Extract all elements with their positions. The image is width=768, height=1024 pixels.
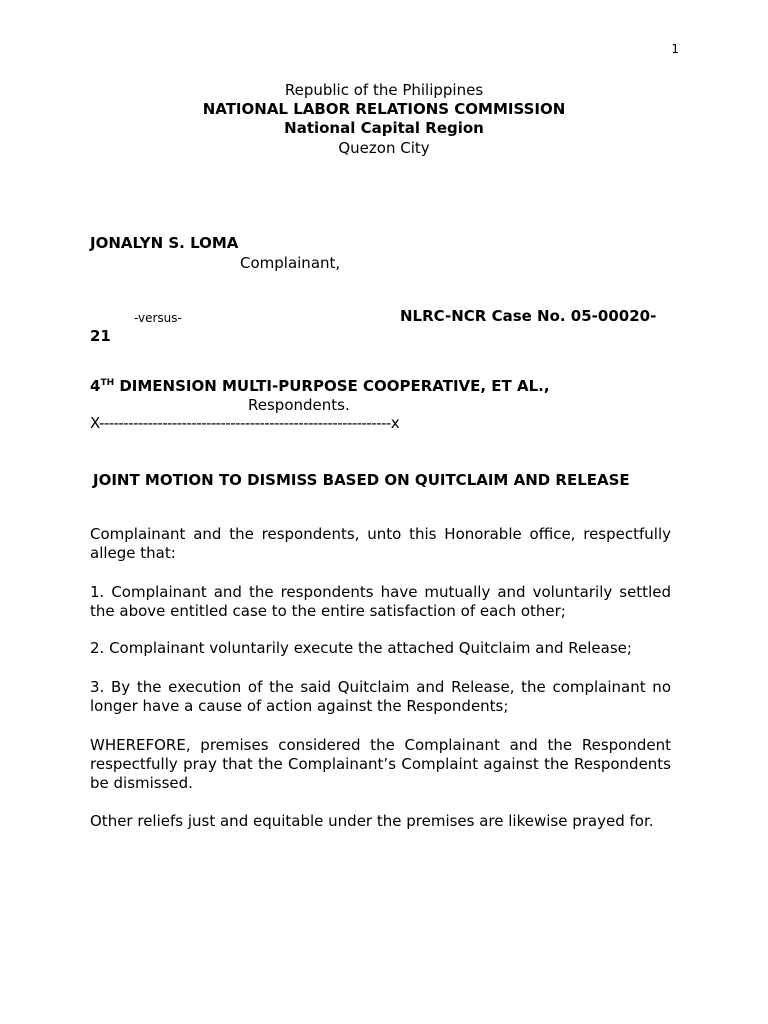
header-commission: NATIONAL LABOR RELATIONS COMMISSION (202, 100, 566, 118)
respondent-role: Respondents. (248, 396, 350, 414)
paragraph-1: 1. Complainant and the respondents have mutually and voluntarily settled the above entitled case to the entire satisfaction of each other; (90, 583, 671, 620)
versus-label: -versus- (134, 311, 182, 325)
case-number-line2: 21 (90, 327, 111, 345)
respondent-name-rest: DIMENSION MULTI-PURPOSE COOPERATIVE, ET AL., (114, 377, 550, 395)
header-republic: Republic of the Philippines (284, 81, 484, 99)
respondent-ordinal: 4 (90, 377, 101, 395)
page-number: 1 (671, 42, 679, 56)
intro-paragraph: Complainant and the respondents, unto this Honorable office, respectfully allege that: (90, 525, 671, 562)
paragraph-2: 2. Complainant voluntarily execute the attached Quitclaim and Release; (90, 639, 632, 657)
caption-separator: X------------------------------------------------------------x (90, 414, 400, 432)
wherefore-paragraph: WHEREFORE, premises considered the Complainant and the Respondent respectfully pray that the Complainant’s Complaint against the Respondents be dismissed. (90, 736, 671, 792)
respondent-ordinal-suffix: TH (100, 378, 115, 388)
header-city: Quezon City (338, 139, 430, 157)
respondent-name (90, 377, 550, 395)
paragraph-3: 3. By the execution of the said Quitclaim and Release, the complainant no longer have a cause of action against the Respondents; (90, 678, 671, 715)
complainant-name: JONALYN S. LOMA (90, 234, 239, 252)
motion-title: JOINT MOTION TO DISMISS BASED ON QUITCLAIM AND RELEASE (93, 471, 630, 489)
header-region: National Capital Region (284, 119, 484, 137)
complainant-role: Complainant, (240, 254, 341, 272)
other-reliefs-paragraph: Other reliefs just and equitable under the premises are likewise prayed for. (90, 812, 654, 830)
case-number-line1: NLRC-NCR Case No. 05-00020- (400, 307, 657, 325)
